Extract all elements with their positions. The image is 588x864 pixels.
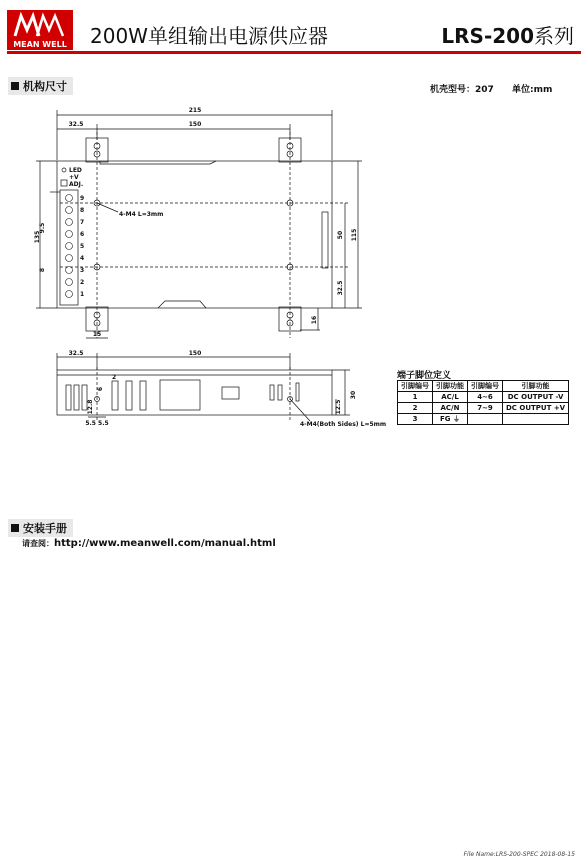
manual-line bbox=[22, 538, 276, 549]
section-mechanical-heading bbox=[8, 77, 73, 95]
dim-total-width: 215 bbox=[188, 107, 202, 114]
dim-left-offset: 32.5 bbox=[68, 121, 84, 128]
side-dim-2: 2 bbox=[112, 374, 117, 381]
side-dim-bottom: 5.5 5.5 bbox=[85, 420, 109, 427]
screw-note-side: 4-M4(Both Sides) L=5mm bbox=[300, 421, 387, 428]
dim-bottom-offset: 32.5 bbox=[337, 280, 344, 296]
table-row bbox=[398, 414, 569, 425]
manual-link-prefix: 请查阅： bbox=[22, 539, 54, 548]
table-cell bbox=[468, 414, 503, 425]
pin-table bbox=[397, 380, 569, 425]
led-label: LED bbox=[69, 167, 82, 174]
terminal-number: 1 bbox=[80, 291, 85, 298]
table-cell: 2 bbox=[398, 403, 433, 414]
table-cell: AC/N bbox=[433, 403, 468, 414]
dim-right-small: 16 bbox=[311, 315, 318, 325]
meanwell-logo bbox=[7, 10, 73, 50]
file-name-footer: File Name:LRS-200-SPEC 2018-08-15 bbox=[463, 851, 575, 858]
pin-table-title: 端子脚位定义 bbox=[397, 371, 452, 381]
terminal-number: 5 bbox=[80, 243, 85, 250]
pin-header-4: 引脚功能 bbox=[503, 381, 569, 392]
terminal-number: 6 bbox=[80, 231, 85, 238]
unit-label: 单位:mm bbox=[512, 85, 553, 95]
side-dim-hole-height: 12.5 bbox=[335, 399, 342, 415]
model-suffix: 系列 bbox=[534, 24, 574, 48]
top-view-drawing bbox=[0, 100, 588, 350]
side-dim-left-offset: 32.5 bbox=[68, 350, 84, 357]
pin-header-3: 引脚编号 bbox=[468, 381, 503, 392]
section-manual-title: 安装手册 bbox=[23, 522, 67, 535]
table-cell: 3 bbox=[398, 414, 433, 425]
dim-hole-span: 150 bbox=[188, 121, 202, 128]
side-view-drawing bbox=[0, 345, 400, 435]
terminal-number: 3 bbox=[80, 267, 85, 274]
side-dim-128: 12.8 bbox=[87, 399, 94, 415]
pin-header-2: 引脚功能 bbox=[433, 381, 468, 392]
dim-height: 135 bbox=[34, 230, 41, 244]
terminal-number: 9 bbox=[80, 195, 85, 202]
table-cell: 4~6 bbox=[468, 392, 503, 403]
table-row bbox=[398, 392, 569, 403]
plusv-label: +V bbox=[69, 174, 79, 181]
dim-bottom-left: 15 bbox=[92, 331, 102, 338]
dim-terminal-pitch2: 8 bbox=[39, 267, 46, 273]
adj-label: ADJ. bbox=[69, 181, 84, 188]
table-cell bbox=[503, 414, 569, 425]
screw-note-top: 4-M4 L=3mm bbox=[119, 211, 164, 218]
dim-hole-vspan: 50 bbox=[337, 230, 344, 240]
dim-terminal-pitch: 9.5 bbox=[39, 222, 46, 234]
terminal-number: 2 bbox=[80, 279, 85, 286]
terminal-number: 8 bbox=[80, 207, 85, 214]
terminal-number: 7 bbox=[80, 219, 85, 226]
manual-link[interactable]: http://www.meanwell.com/manual.html bbox=[54, 538, 276, 549]
table-cell: 1 bbox=[398, 392, 433, 403]
side-dim-hole-span: 150 bbox=[188, 350, 202, 357]
side-dim-height: 30 bbox=[350, 390, 357, 400]
table-cell: 7~9 bbox=[468, 403, 503, 414]
case-label: 机壳型号：207 bbox=[430, 85, 494, 95]
section-mechanical-title: 机构尺寸 bbox=[23, 80, 67, 93]
table-cell: DC OUTPUT +V bbox=[503, 403, 569, 414]
table-cell: AC/L bbox=[433, 392, 468, 403]
dim-inner-height: 115 bbox=[351, 228, 358, 242]
page-title: 200W单组输出电源供应器 bbox=[90, 24, 328, 48]
table-cell: FG ⏚ bbox=[433, 414, 468, 425]
pin-header-1: 引脚编号 bbox=[398, 381, 433, 392]
section-manual-heading bbox=[8, 519, 73, 537]
model-title bbox=[441, 20, 574, 49]
pin-table-header bbox=[398, 381, 569, 392]
header-divider bbox=[7, 51, 581, 54]
table-row bbox=[398, 403, 569, 414]
side-dim-6: 6 bbox=[97, 386, 104, 392]
logo-text: MEAN WELL bbox=[13, 40, 67, 49]
table-cell: DC OUTPUT -V bbox=[503, 392, 569, 403]
model-name: LRS-200 bbox=[441, 24, 534, 48]
terminal-number: 4 bbox=[80, 255, 85, 262]
